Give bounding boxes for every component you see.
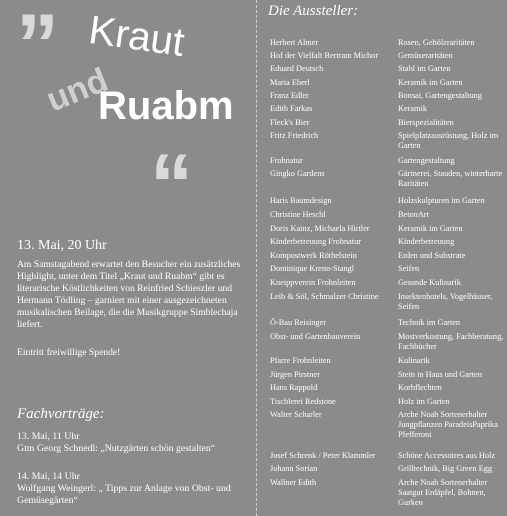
event-date: 13. Mai, 20 Uhr — [17, 238, 107, 253]
title-word-kraut: Kraut — [86, 8, 187, 65]
exhibitor-name: Herbert Almer — [270, 38, 319, 47]
exhibitor-product: Kinderbetreuung — [398, 237, 455, 246]
exhibitor-name: Christine Heschl — [270, 210, 326, 219]
exhibitor-product: Stahl im Garten — [398, 64, 451, 73]
exhibitor-product: Erden und Substrate — [398, 251, 466, 260]
exhibitor-product: Bonsai, Gartengestaltung — [398, 91, 482, 100]
exhibitor-name: Kinderbetreuung Frohnatur — [270, 237, 362, 246]
exhibitor-name: Pfarre Frohnleiten — [270, 356, 331, 365]
exhibitor-product: Korbflechten — [398, 383, 442, 392]
exhibitor-name: Ö-Bau Reisinger — [270, 318, 326, 327]
exhibitor-name: Hans Rappold — [270, 383, 318, 392]
exhibitor-product: Holz im Garten — [398, 397, 450, 406]
exhibitor-product: Keramik — [398, 104, 428, 113]
exhibitor-product: Gesunde Kulinarik — [398, 278, 461, 287]
exhibitor-name: Haris Baumdesign — [270, 196, 332, 205]
exhibitor-product: Technik im Garten — [398, 318, 461, 327]
exhibitor-name: Gingko Gardens — [270, 169, 325, 178]
talk-time: 14. Mai, 14 Uhr — [17, 471, 80, 482]
exhibitor-product: Gärtnerei, Stauden, winterharte Raritäten — [398, 169, 503, 188]
exhibitor-name: Dominique Krenn-Stangl — [270, 264, 355, 273]
talk-item — [17, 471, 253, 507]
exhibitor-product: Schöne Accessoires aus Holz — [398, 451, 496, 460]
exhibitor-name: Jürgen Pirstner — [270, 370, 320, 379]
exhibitor-product: BetonArt — [398, 210, 429, 219]
talk-time: 13. Mai, 11 Uhr — [17, 431, 80, 442]
exhibitor-name: Eduard Deutsch — [270, 64, 324, 73]
talk-item — [17, 431, 253, 455]
exhibitor-name: Maria Eberl — [270, 78, 310, 87]
talk-text: Wolfgang Weingerl: „ Tipps zur Anlage von Obst- und Gemüsegärten“ — [17, 483, 231, 506]
exhibitor-name: Franz Edler — [270, 91, 309, 100]
exhibitor-product: Arche Noah Sortenerhalter Jungpflanzen ParadeisPaprika Pfefferoni — [398, 410, 498, 439]
exhibitor-name: Josef Schrenk / Peter Klammler — [270, 451, 376, 460]
exhibitor-product: Kulinarik — [398, 356, 430, 365]
title-word-und: und — [41, 60, 114, 120]
exhibitor-product: Insektenhotels, Vogelhäuser, Seifen — [398, 292, 493, 311]
exhibitor-name: Obst- und Gartenbauverein — [270, 332, 361, 341]
exhibitor-name: Walter Scharler — [270, 410, 322, 419]
event-description: Am Samstagabend erwartet den Besucher ein zusätzliches Highlight, unter dem Titel „Kraut und Ruabm“ gibt es literarische Köstlichkeiten von Reinfried Schieszler und Hermann Tödling – garniert mit einer ausgezeichneten musikalischen Beilage, die die Musikgruppe Simblechaja liefert. — [17, 259, 241, 330]
title-word-ruabm: Ruabm — [98, 84, 234, 128]
exhibitor-product: Stein in Haus und Garten — [398, 370, 482, 379]
exhibitor-name: Fritz Friedrich — [270, 131, 319, 140]
exhibitor-name: Edith Farkas — [270, 104, 313, 113]
exhibitor-name: Hof der Vielfalt Bertram Michor — [270, 51, 379, 60]
exhibitors-heading: Die Aussteller: — [268, 3, 359, 19]
exhibitor-name: Frohnatur — [270, 156, 303, 165]
dashed-divider — [256, 0, 257, 516]
closing-quote-mark: “ — [150, 137, 187, 233]
exhibitor-name: Johann Sorian — [270, 464, 318, 473]
exhibitor-name: Kneippverein Frohnleiten — [270, 278, 356, 287]
talks-heading: Fachvorträge: — [17, 406, 105, 422]
admission-note: Eintritt freiwillige Spende! — [17, 347, 121, 358]
exhibitor-product: Arche Noah Sortenerhalter Saatgut Erdäpfel, Bohnen, Gurken — [398, 478, 488, 507]
opening-quote-mark: ” — [16, 0, 53, 93]
exhibitor-name: Kompostwerk Röthelstein — [270, 251, 357, 260]
exhibitor-name: Doris Kainz, Michaela Hirtler — [270, 224, 370, 233]
exhibitor-product: Gartengestaltung — [398, 156, 455, 165]
exhibitor-name: Wallner Edith — [270, 478, 317, 487]
exhibitor-product: Keramik im Garten — [398, 78, 463, 87]
exhibitor-name: Leib & Söl, Schmalzer Christine — [270, 292, 379, 301]
exhibitor-product: Bierspezialitäten — [398, 118, 454, 127]
exhibitor-product: Keramik im Garten — [398, 224, 463, 233]
exhibitor-name: Tischlerei Redstone — [270, 397, 336, 406]
talk-text: Gtm Georg Schnedl: „Nutzgärten schön gestalten“ — [17, 443, 216, 454]
exhibitor-product: Mostverkostung, Fachberatung, Fachbücher — [398, 332, 504, 351]
exhibitor-product: Gemüseraritäten — [398, 51, 453, 60]
exhibitor-product: Grilltechnik, Big Green Egg — [398, 464, 493, 473]
exhibitor-name: Fleck's Bier — [270, 118, 310, 127]
exhibitor-product: Seifen — [398, 264, 420, 273]
exhibitor-product: Holzskulpturen im Garten — [398, 196, 485, 205]
exhibitor-product: Spielplatzausrüstung, Holz im Garten — [398, 131, 499, 150]
exhibitor-product: Rosen, Gehölzraritäten — [398, 38, 475, 47]
